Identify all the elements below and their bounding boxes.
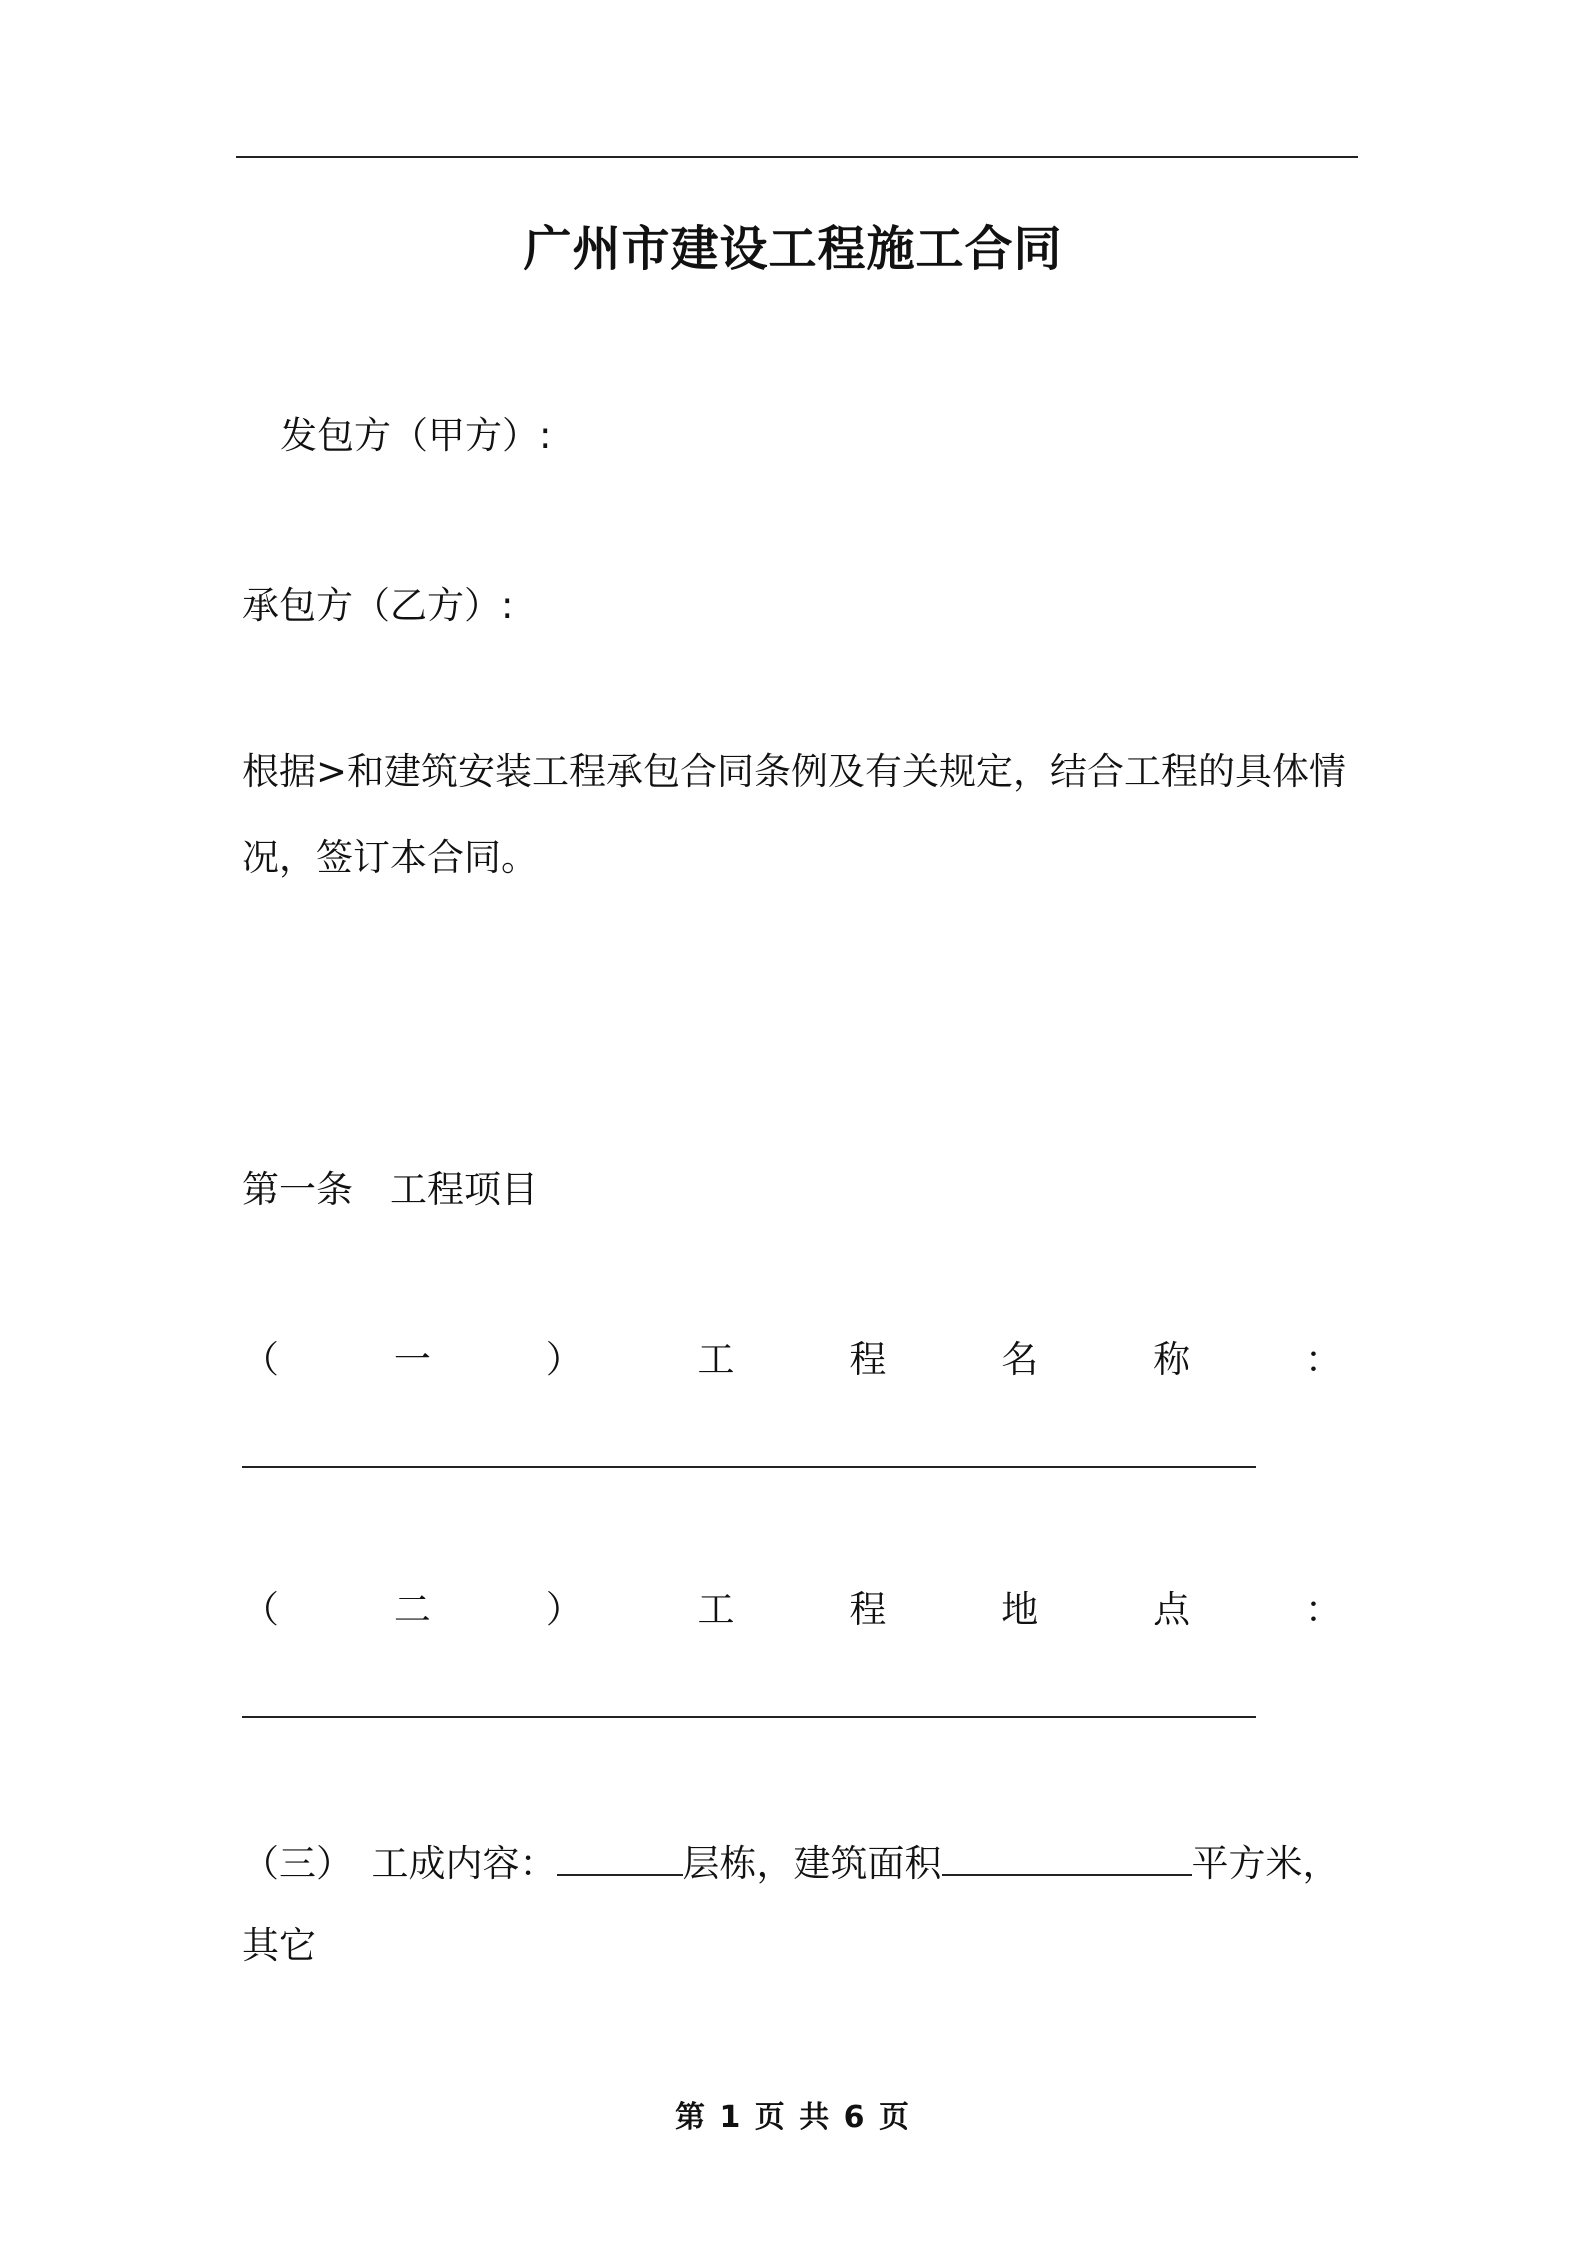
item-1-char: （	[242, 1338, 279, 1381]
item-1-char: 称	[1153, 1338, 1191, 1381]
item-2-char: ：	[1304, 1588, 1342, 1631]
item-2-char: 程	[849, 1588, 887, 1631]
item-1-project-name	[242, 1332, 1342, 1388]
floors-blank	[557, 1834, 683, 1876]
item-1-char: 名	[1001, 1338, 1039, 1381]
item-2-char: 地	[1001, 1588, 1039, 1631]
item-2-char: （	[242, 1588, 279, 1631]
party-a-label: 发包方（甲方）:	[280, 414, 552, 457]
party-b-label: 承包方（乙方）:	[242, 584, 514, 627]
item-1-char: ）	[545, 1338, 583, 1381]
item-3-scope	[242, 1834, 1340, 1892]
header-rule	[236, 156, 1358, 158]
page-number: 第 1 页 共 6 页	[675, 2100, 911, 2135]
item-1-char: ：	[1304, 1338, 1342, 1381]
intro-paragraph-line-1: 根据>和建筑安装工程承包合同条例及有关规定，结合工程的具体情	[242, 750, 1347, 793]
item-1-char: 一	[393, 1338, 431, 1381]
area-blank	[942, 1834, 1192, 1876]
item-3-suffix: 平方米，	[1191, 1842, 1340, 1885]
item-3-mid: 层栋，建筑面积	[682, 1842, 942, 1885]
item-3-prefix: （三） 工成内容：	[242, 1842, 557, 1885]
project-location-blank	[242, 1716, 1256, 1718]
document-title: 广州市建设工程施工合同	[523, 221, 1063, 277]
item-2-project-location	[242, 1582, 1342, 1638]
item-2-char: 工	[697, 1588, 735, 1631]
article-1-heading: 第一条 工程项目	[242, 1168, 538, 1211]
item-1-char: 程	[849, 1338, 887, 1381]
item-2-char: ）	[545, 1588, 583, 1631]
intro-paragraph-line-2: 况，签订本合同。	[242, 836, 538, 879]
item-3-continuation: 其它	[242, 1924, 316, 1967]
project-name-blank	[242, 1466, 1256, 1468]
item-2-char: 二	[393, 1588, 431, 1631]
item-2-char: 点	[1153, 1588, 1191, 1631]
item-1-char: 工	[697, 1338, 735, 1381]
